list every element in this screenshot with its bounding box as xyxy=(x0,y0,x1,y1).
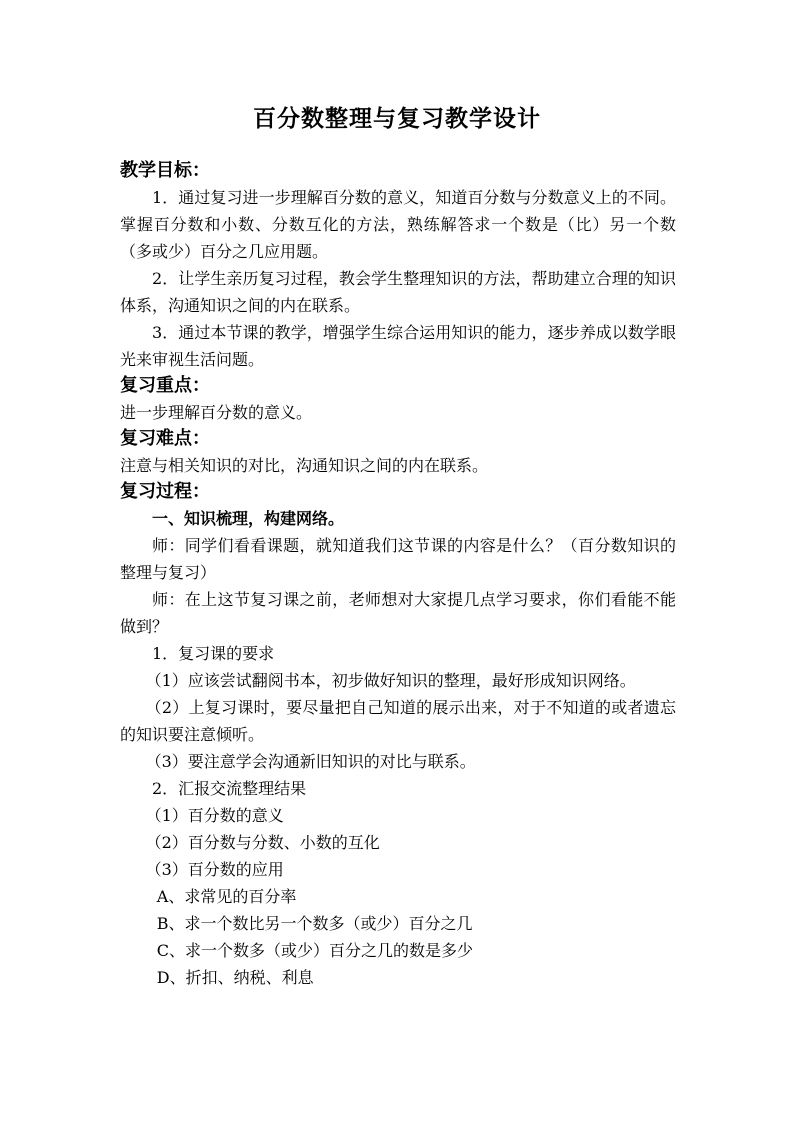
document-title: 百分数整理与复习教学设计 xyxy=(253,105,541,132)
report-heading: 2．汇报交流整理结果 xyxy=(152,779,307,798)
requirement-2: （2）上复习课时，要尽量把自己知道的展示出来，对于不知道的或者遗忘的知识要注意倾听。 xyxy=(120,698,676,744)
application-b: B、求一个数比另一个数多（或少）百分之几 xyxy=(156,914,473,933)
teacher-paragraph-1: 师：同学们看看课题，就知道我们这节课的内容是什么？（百分数知识的整理与复习） xyxy=(120,536,676,582)
requirement-1: （1）应该尝试翻阅书本，初步做好知识的整理，最好形成知识网络。 xyxy=(145,671,636,690)
application-a: A、求常见的百分率 xyxy=(156,887,297,906)
application-c: C、求一个数多（或少）百分之几的数是多少 xyxy=(156,941,474,960)
difficulty-heading: 复习难点： xyxy=(120,428,210,449)
process-heading: 复习过程： xyxy=(120,481,210,502)
requirement-3: （3）要注意学会沟通新旧知识的对比与联系。 xyxy=(145,752,476,771)
application-d: D、折扣、纳税、利息 xyxy=(156,968,314,987)
teacher-paragraph-2: 师：在上这节复习课之前，老师想对大家提几点学习要求，你们看能不能做到？ xyxy=(120,590,676,636)
requirements-heading: 1．复习课的要求 xyxy=(152,644,275,663)
key-points-text: 进一步理解百分数的意义。 xyxy=(120,403,313,422)
key-points-heading: 复习重点： xyxy=(120,375,210,396)
report-item-1: （1）百分数的意义 xyxy=(145,806,284,825)
section-1-heading: 一、知识梳理，构建网络。 xyxy=(152,509,345,528)
report-item-3: （3）百分数的应用 xyxy=(145,860,284,879)
goal-3: 3．通过本节课的教学，增强学生综合运用知识的能力，逐步养成以数学眼光来审视生活问题。 xyxy=(120,323,676,369)
goal-1: 1．通过复习进一步理解百分数的意义，知道百分数与分数意义上的不同。掌握百分数和小数、分数互化的方法，熟练解答求一个数是（比）另一个数（多或少）百分之几应用题。 xyxy=(120,188,676,261)
difficulty-text: 注意与相关知识的对比，沟通知识之间的内在联系。 xyxy=(120,456,489,475)
report-item-2: （2）百分数与分数、小数的互化 xyxy=(145,833,380,852)
goal-2: 2．让学生亲历复习过程，教会学生整理知识的方法，帮助建立合理的知识体系，沟通知识之间的内在联系。 xyxy=(120,269,676,315)
document-body xyxy=(120,158,676,991)
goals-heading: 教学目标： xyxy=(120,160,210,181)
